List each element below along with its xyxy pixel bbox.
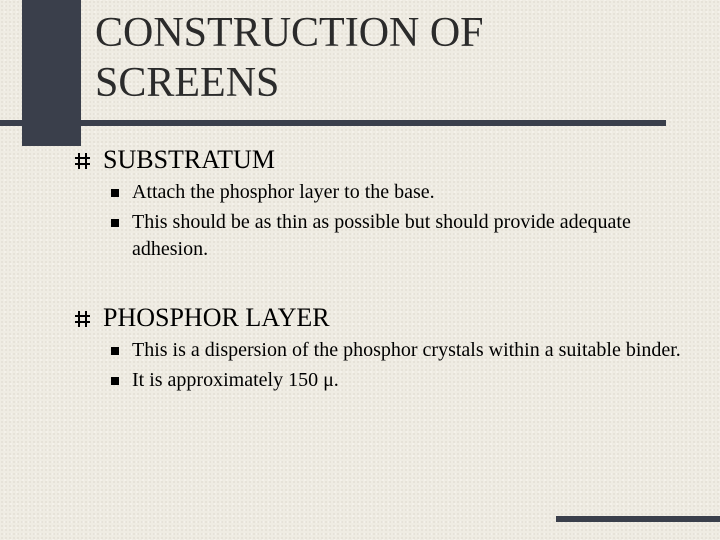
list-item (75, 209, 705, 263)
title-divider (0, 120, 666, 126)
list-item-text: It is approximately 150 μ. (132, 369, 339, 391)
section-heading-text: PHOSPHOR LAYER (103, 303, 330, 332)
footer-divider (556, 516, 720, 522)
slide-title (95, 8, 484, 108)
hash-bullet-icon (75, 311, 90, 327)
bullet-list (75, 179, 705, 263)
list-item-text: This should be as thin as possible but should provide adequate adhesion. (132, 211, 631, 260)
list-item (75, 367, 705, 394)
list-item-text: Attach the phosphor layer to the base. (132, 181, 435, 203)
section-heading (75, 303, 705, 333)
list-item-text: This is a dispersion of the phosphor crystals within a suitable binder. (132, 339, 681, 361)
list-item (75, 337, 705, 364)
section-phosphor-layer (75, 303, 705, 397)
square-bullet-icon (111, 377, 119, 385)
list-item (75, 179, 705, 206)
slide-title-line-1: CONSTRUCTION OF (95, 10, 484, 56)
section-substratum (75, 145, 705, 266)
square-bullet-icon (111, 347, 119, 355)
section-heading-text: SUBSTRATUM (103, 145, 275, 174)
section-heading (75, 145, 705, 175)
slide-title-line-2: SCREENS (95, 60, 280, 106)
square-bullet-icon (111, 189, 119, 197)
hash-bullet-icon (75, 153, 90, 169)
square-bullet-icon (111, 219, 119, 227)
bullet-list (75, 337, 705, 394)
